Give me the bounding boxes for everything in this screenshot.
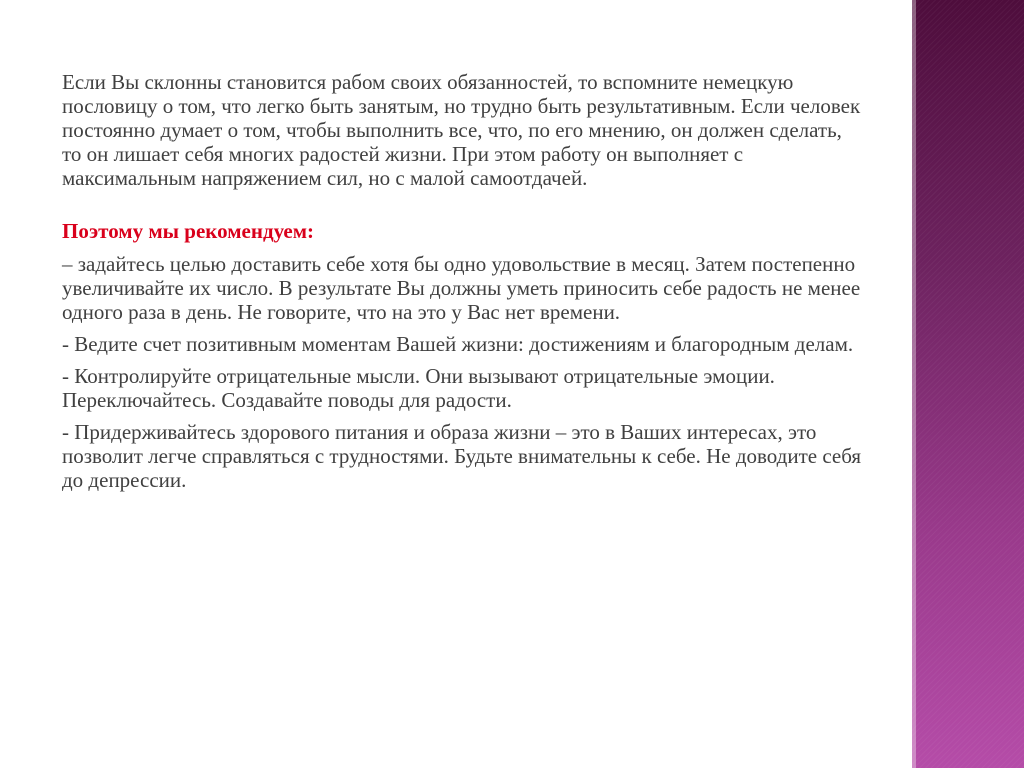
recommendations-heading: Поэтому мы рекомендуем: — [62, 219, 315, 243]
recommendation-item-2: - Ведите счет позитивным моментам Вашей жизни: достижениям и благородным делам. — [62, 332, 854, 356]
recommendation-item-1: – задайтесь целью доставить себе хотя бы одно удовольствие в месяц. Затем постепенно увеличивайте их число. В результате Вы должны уметь приносить себе радость не менее одного раза в день. Не говорите, что на это у Вас нет времени. — [62, 252, 861, 324]
slide-content — [62, 70, 862, 500]
recommendation-item-4: - Придерживайтесь здорового питания и образа жизни – это в Ваших интересах, это позволит легче справляться с трудностями. Будьте внимательны к себе. Не доводите себя до депрессии. — [62, 420, 862, 492]
recommendation-item-3: - Контролируйте отрицательные мысли. Они вызывают отрицательные эмоции. Переключайтесь. Создавайте поводы для радости. — [62, 364, 775, 412]
intro-paragraph: Если Вы склонны становится рабом своих обязанностей, то вспомните немецкую пословицу о том, что легко быть занятым, но трудно быть результативным. Если человек постоянно думает о том, чтобы выполнить все, что, по его мнению, он должен сделать, то он лишает себя многих радостей жизни. При этом работу он выполняет с максимальным напряжением сил, но с малой самоотдачей. — [62, 70, 861, 190]
decorative-side-band — [912, 0, 1024, 768]
